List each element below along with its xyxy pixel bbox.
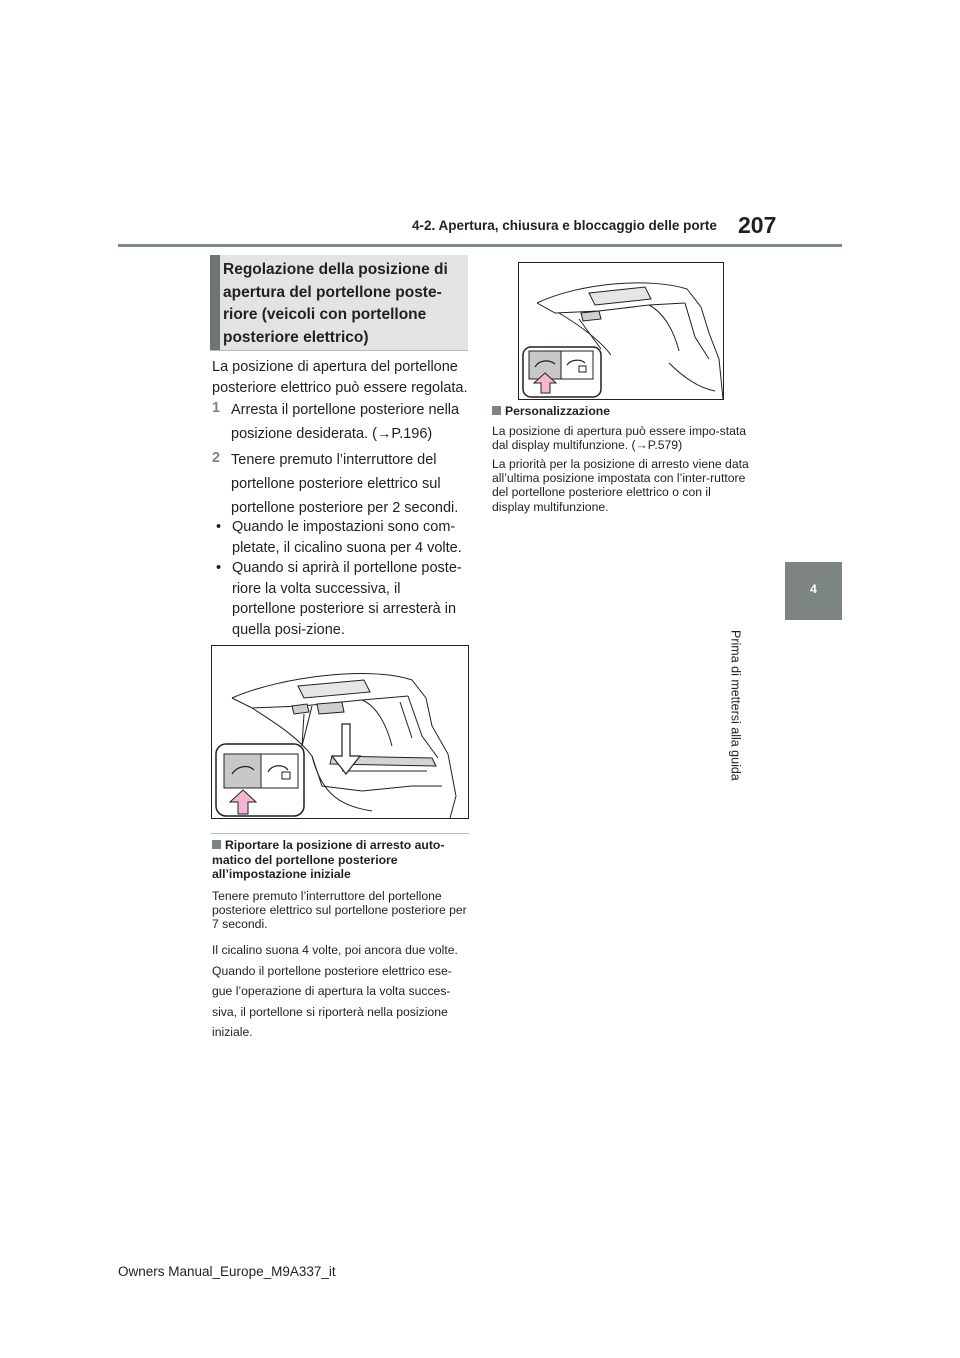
intro-paragraph: La posizione di apertura del portellone posteriore elettrico può essere regolata. — [212, 359, 468, 396]
tailgate-illustration-drawing-2 — [519, 263, 723, 399]
bullet-1-text: Quando le impostazioni sono com-pletate, il cicalino suona per 4 volte. — [232, 519, 462, 556]
tailgate-illustration-drawing — [212, 646, 468, 818]
bullet-dot: • — [216, 519, 222, 535]
step-2-text: Tenere premuto l’interruttore del portellone posteriore elettrico sul portellone posteriore per 2 secondi. — [231, 452, 459, 516]
step-2 — [212, 448, 470, 520]
step-1 — [212, 398, 470, 448]
divider — [211, 833, 469, 834]
section-heading-bar — [210, 255, 220, 350]
footer-text: Owners Manual_Europe_M9A337_it — [118, 1264, 336, 1279]
tailgate-open-switch — [224, 754, 261, 788]
reset-heading — [212, 838, 470, 882]
tailgate-switch-illustration-2 — [518, 262, 724, 400]
step-1-text: Arresta il portellone posteriore nella posizione desiderata. (→P.196) — [231, 402, 460, 442]
reset-heading-text: Riportare la posizione di arresto auto-matico del portellone posteriore all’impostazione iniziale — [212, 838, 445, 881]
bullet-2-text: Quando si aprirà il portellone poste-riore la volta successiva, il portellone posteriore si arresterà in quella posi-zione. — [232, 560, 462, 638]
tailgate-lock-switch-2 — [561, 351, 593, 379]
square-bullet-icon — [212, 840, 221, 849]
tailgate-lock-switch — [261, 754, 298, 788]
chapter-tab — [785, 562, 842, 620]
chapter-tab-number: 4 — [810, 582, 817, 596]
section-heading: Regolazione della posizione di apertura del portellone poste-riore (veicoli con portellone posteriore elettrico) — [223, 261, 448, 346]
running-header: 4-2. Apertura, chiusura e bloccaggio delle porte — [412, 218, 717, 233]
header-rule — [118, 244, 842, 247]
step-2-number: 2 — [212, 450, 221, 466]
down-arrow-icon — [332, 724, 360, 774]
chapter-tab-label: Prima di mettersi alla guida — [728, 630, 743, 781]
custom-heading — [492, 404, 750, 419]
reset-paragraph-2: Il cicalino suona 4 volte, poi ancora due volte. Quando il portellone posteriore elettrico ese-gue l’operazione di apertura la volta succes-siva, il portellone si riporterà nella posizione iniziale. — [212, 943, 458, 1039]
chapter-tab-label-wrap — [728, 630, 842, 810]
tailgate-switch-illustration — [211, 645, 469, 819]
custom-paragraph-2: La priorità per la posizione di arresto viene data all’ultima posizione impostata con l’inter-ruttore del portellone posteriore elettrico o con il display multifunzione. — [492, 457, 749, 514]
square-bullet-icon — [492, 406, 501, 415]
section-heading-box — [210, 255, 468, 351]
reset-paragraph-1: Tenere premuto l’interruttore del portellone posteriore elettrico sul portellone posteriore per 7 secondi. — [212, 889, 467, 932]
custom-paragraph-1: La posizione di apertura può essere impo-stata dal display multifunzione. (→P.579) — [492, 424, 747, 453]
step-1-number: 1 — [212, 400, 221, 416]
custom-heading-text: Personalizzazione — [505, 404, 610, 418]
page-number: 207 — [738, 212, 777, 238]
bullet-dot: • — [216, 560, 222, 576]
